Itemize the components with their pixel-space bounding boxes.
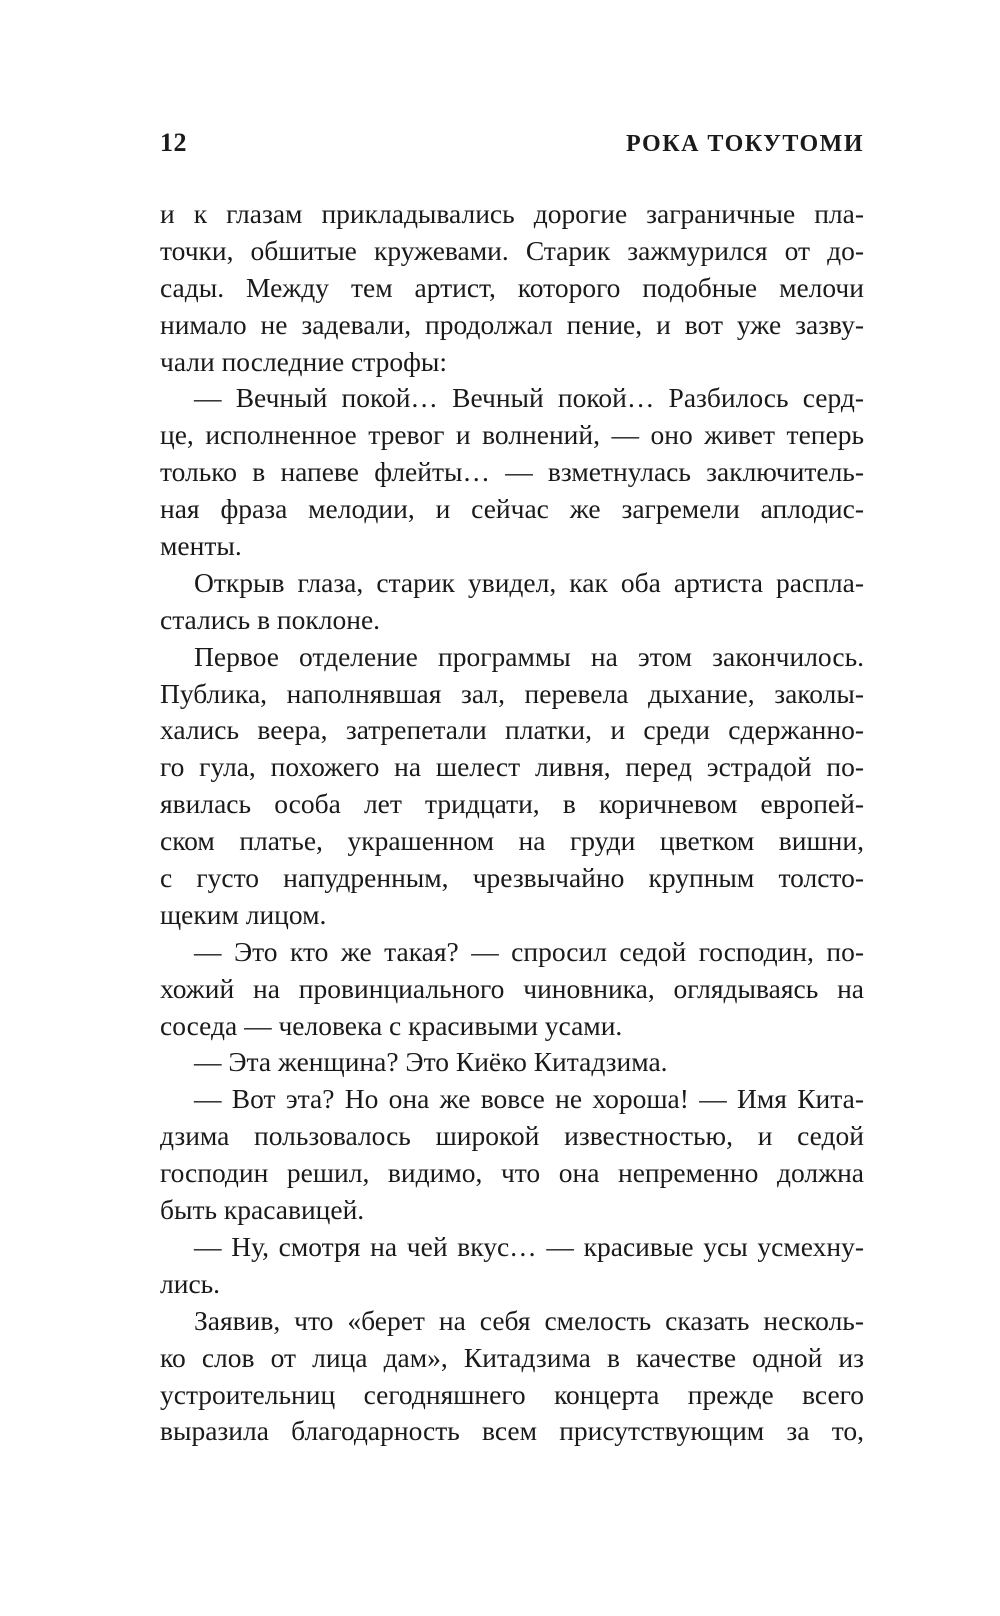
page-number: 12	[160, 128, 187, 157]
text-line: только в напеве флейты… — взметнулась заключитель-	[160, 456, 864, 488]
text-line: хожий на провинциального чиновника, оглядываясь на	[160, 972, 864, 1004]
text-line: соседа — человека с красивыми усами.	[160, 1009, 623, 1041]
text-line: лись.	[160, 1267, 221, 1299]
text-line: хались веера, затрепетали платки, и среди сдержанно-	[160, 714, 864, 746]
text-line: це, исполненное тревог и волнений, — оно живет теперь	[160, 419, 864, 451]
text-line: нимало не задевали, продолжал пение, и вот уже зазву-	[160, 308, 864, 340]
text-line: — Это кто же такая? — спросил седой господин, по-	[194, 935, 864, 967]
text-line: чали последние строфы:	[160, 345, 448, 377]
text-line: Первое отделение программы на этом закончилось.	[194, 640, 864, 672]
text-line: Открыв глаза, старик увидел, как оба артиста распла-	[194, 566, 864, 598]
text-line: быть красавицей.	[160, 1194, 365, 1226]
text-line: — Вот эта? Но она же вовсе не хороша! — Имя Кита-	[194, 1083, 864, 1115]
text-line: устроительниц сегодняшнего концерта прежде всего	[160, 1378, 864, 1410]
text-line: ко слов от лица дам», Китадзима в качестве одной из	[160, 1341, 864, 1373]
text-line: точки, обшитые кружевами. Старик зажмурился от до-	[160, 234, 864, 266]
text-line: — Эта женщина? Это Киёко Китадзима.	[194, 1046, 668, 1078]
text-line: дзима пользовалось широкой известностью, и седой	[160, 1120, 864, 1152]
text-line: менты.	[160, 530, 242, 562]
text-line: — Вечный покой… Вечный покой… Разбилось серд-	[194, 382, 864, 414]
text-line: — Ну, смотря на чей вкус… — красивые усы усмехну-	[194, 1230, 864, 1262]
text-line: ная фраза мелодии, и сейчас же загремели аплодис-	[160, 493, 864, 525]
body-text	[160, 196, 864, 1450]
text-line: го гула, похожего на шелест ливня, перед эстрадой по-	[160, 751, 864, 783]
text-line: выразила благодарность всем присутствующим за то,	[160, 1415, 864, 1447]
text-line: господин решил, видимо, что она непременно должна	[160, 1157, 864, 1189]
text-line: Заявив, что «берет на себя смелость сказать несколь-	[194, 1304, 864, 1336]
text-line: и к глазам прикладывались дорогие заграничные пла-	[160, 198, 864, 229]
text-line: щеким лицом.	[160, 898, 327, 930]
text-line: стались в поклоне.	[160, 603, 381, 635]
text-line: Публика, наполнявшая зал, перевела дыхание, заколы-	[160, 677, 864, 709]
running-title: РОКА ТОКУТОМИ	[626, 131, 864, 157]
text-line: с густо напудренным, чрезвычайно крупным толсто-	[160, 862, 864, 894]
text-line: явилась особа лет тридцати, в коричневом европей-	[160, 788, 864, 820]
running-header	[160, 128, 864, 168]
text-line: ском платье, украшенном на груди цветком вишни,	[160, 825, 864, 857]
text-line: сады. Между тем артист, которого подобные мелочи	[160, 271, 864, 303]
